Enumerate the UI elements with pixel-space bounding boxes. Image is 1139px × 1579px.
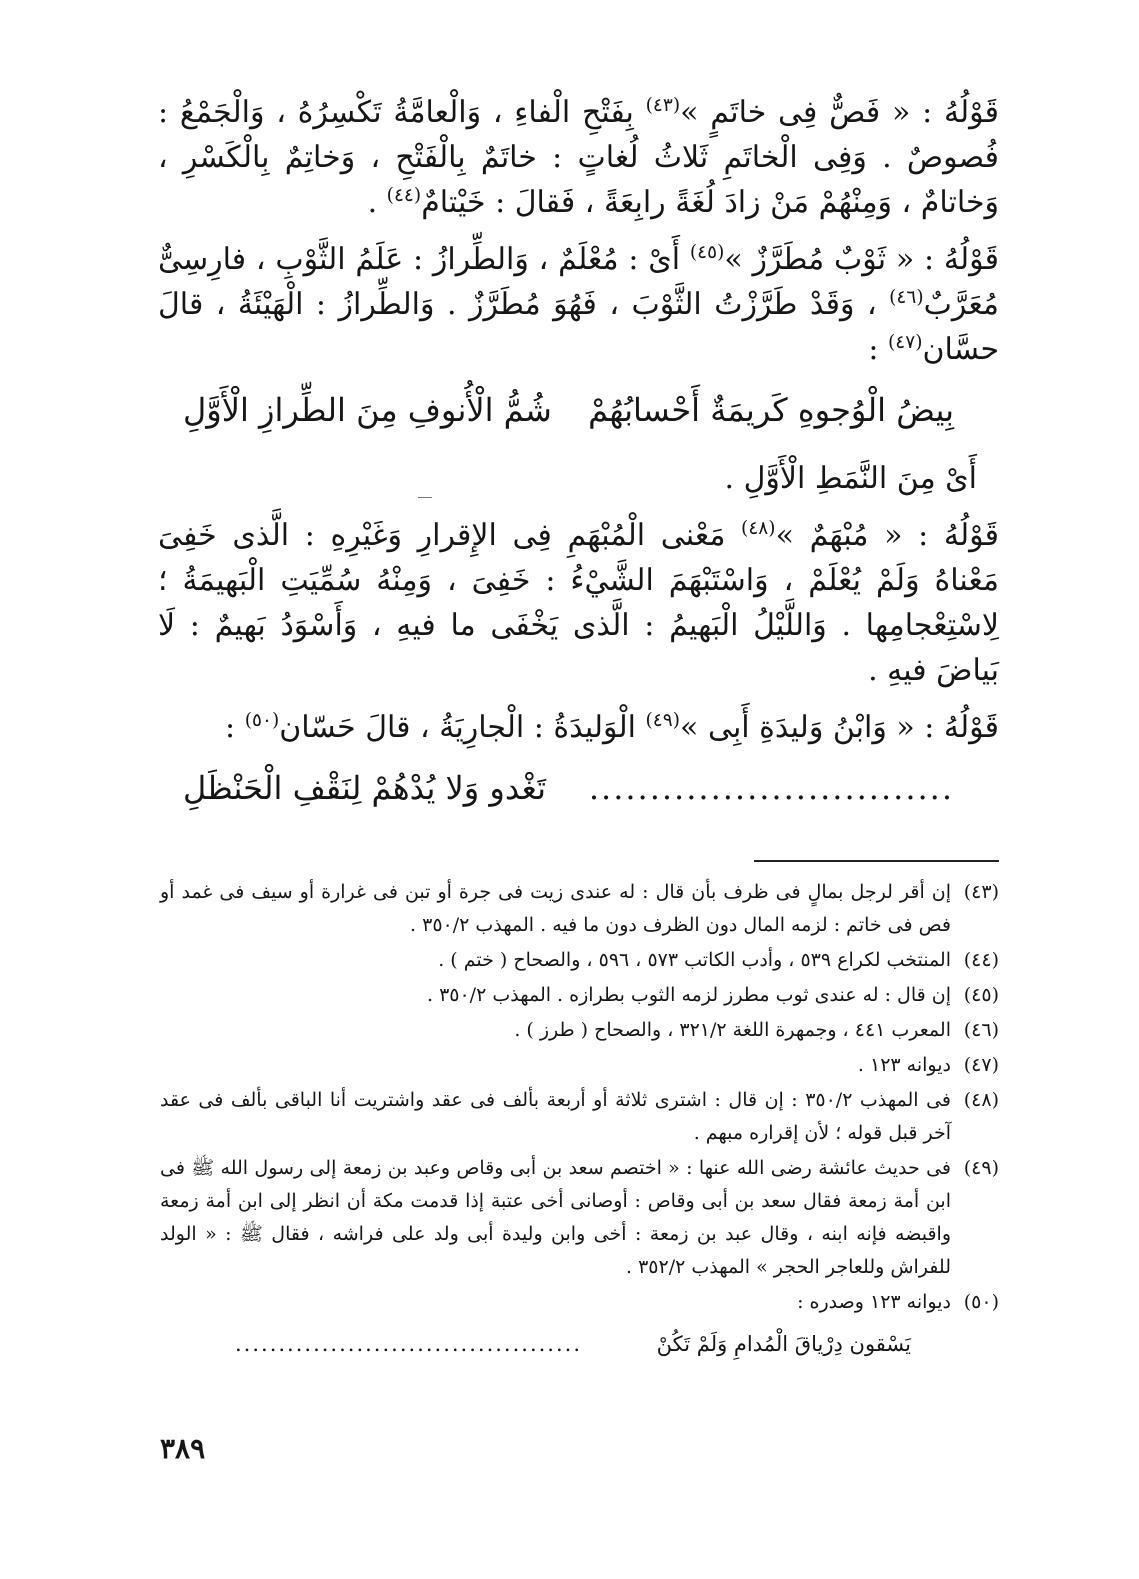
verse-second-hemistich: تَغْدو وَلا يُدْهُمْ لِنَقْفِ الْحَنْظَلِ — [183, 769, 547, 807]
paragraph-text: : — [225, 710, 245, 745]
footnote-text: إن أقر لرجل بمالٍ فى ظرف بأن قال : له عندى زيت فى جرة أو تبن فى غرارة أو سيف فى غمد أو فص فى خاتم : لزمه المال دون الظرف دون ما فيه . المهذب ٣٥٠/٢ . — [160, 881, 951, 936]
footnote — [160, 876, 999, 942]
footnote — [160, 979, 999, 1012]
footnote-text: فى حديث عائشة رضى الله عنها : « اختصم سعد بن أبى وقاص وعبد بن زمعة إلى رسول الله ﷺ فى ابن أمة زمعة فقال سعد بن أبى وقاص : أوصانى أخى عتبة إذا قدمت مكة أن انظر إلى ابن أمة زمعة واقبضه فإنه ابنه ، وقال عبد بن زمعة : أخى وابن وليدة أبى ولد على فراشه ، فقال ﷺ : « الولد للفراش وللعاجر الحجر » المهذب ٣٥٢/٢ . — [160, 1157, 951, 1278]
footnote-number: (٤٤) — [963, 949, 999, 971]
footnote-number: (٤٩) — [963, 1157, 999, 1179]
poem-verse — [183, 762, 954, 814]
paragraph-text: قَوْلُهُ : « ثَوْبٌ مُطَرَّزٌ » — [724, 242, 999, 277]
footnote — [160, 1049, 999, 1082]
paragraph-text: : — [868, 332, 888, 367]
page-number: ٣٨٩ — [160, 1432, 206, 1465]
paragraph-text: ، وَقَدْ طَرَّزْتُ الثَّوْبَ ، فَهُوَ مُطَرَّزٌ . وَالطِّرازُ : الْهَيْئَةُ ، قالَ حسَّان — [158, 287, 999, 367]
paragraph-fass — [158, 90, 999, 225]
stray-mark — [418, 497, 432, 498]
footnote — [160, 944, 999, 977]
footnote-text: المنتخب لكراع ٥٣٩ ، وأدب الكاتب ٥٧٣ ، ٥٩٦ ، والصحاح ( ختم ) . — [438, 949, 951, 971]
paragraph-text: مَعْنى الْمُبْهَمِ فِى الإِقرارِ وَغَيْرِهِ : الَّذى خَفِىَ مَعْناهُ وَلَمْ يُعْلَمْ ، وَاسْتَبْهَمَ الشَّيْءُ : خَفِىَ ، وَمِنْهُ سُمِّيَتِ الْبَهيمَةُ ؛ لِاسْتِعْجامِها . وَاللَّيْلُ الْبَهيمُ : الَّذى يَخْفَى ما فيهِ ، وَأَسْوَدُ بَهيمٌ : لَا بَياضَ فيهِ . — [158, 518, 999, 688]
footnote-ref: (٤٦) — [889, 287, 924, 308]
verse-explanation: أَىْ مِنَ النَّمَطِ الْأَوَّلِ . — [724, 461, 977, 496]
verse-omitted-hemistich: .............................. — [588, 769, 954, 807]
footnote-ref: (٤٧) — [888, 332, 923, 353]
footnote — [160, 1152, 999, 1284]
paragraph-text: قَوْلُهُ : « وَابْنُ وَليدَةِ أَبِى » — [680, 710, 999, 745]
footnote-verse — [235, 1327, 911, 1361]
paragraph-text: بِفَتْحِ الْفاءِ ، وَالْعامَّةُ تَكْسِرُهُ ، وَالْجَمْعُ : فُصوصٌ . وَفِى الْخاتَمِ ثَلاثُ لُغاتٍ : خاتَمٌ بِالْفَتْحِ ، وَخاتِمٌ بِالْكَسْرِ ، وَخاتامٌ ، وَمِنْهُمْ مَنْ زادَ لُغَةً رابِعَةً ، فَقالَ : خَيْتامٌ — [158, 95, 999, 220]
footnote-text: ديوانه ١٢٣ . — [857, 1054, 951, 1076]
footnote-ref: (٤٨) — [741, 518, 776, 539]
footnote-number: (٤٦) — [963, 1019, 999, 1041]
verse-second-hemistich: شُمُّ الْأُنوفِ مِنَ الطِّرازِ الْأَوَّلِ — [183, 391, 552, 429]
footnote-separator — [754, 860, 999, 862]
footnote — [160, 1014, 999, 1047]
footnote-number: (٤٥) — [963, 984, 999, 1006]
footnote-text: المعرب ٤٤١ ، وجمهرة اللغة ٣٢١/٢ ، والصحاح ( طرز ) . — [514, 1019, 951, 1041]
footnote-number: (٤٣) — [963, 881, 999, 903]
footnote-ref: (٤٩) — [645, 710, 681, 731]
footnote-text: فى المهذب ٣٥٠/٢ : إن قال : اشترى ثلاثة أو أربعة بألف فى عقد واشتريت أنا الباقى بألف فى عقد آخر قبل قوله ؛ لأن إقراره مبهم . — [160, 1089, 951, 1144]
footnote-ref: (٥٠) — [244, 710, 280, 731]
footnote — [160, 1286, 999, 1319]
poem-verse — [183, 384, 954, 436]
footnote-ref: (٤٣) — [645, 95, 681, 116]
footnotes — [160, 876, 999, 1361]
footnote-number: (٤٧) — [963, 1054, 999, 1076]
footnote-number: (٤٨) — [963, 1089, 999, 1111]
verse-first-hemistich: بِيضُ الْوُجوهِ كَريمَةٌ أَحْسابُهُمْ — [588, 391, 954, 429]
footnote-ref: (٤٤) — [386, 185, 422, 206]
paragraph-text: . — [367, 185, 387, 220]
paragraph-text: أَىْ : مُعْلَمٌ ، وَالطِّرازُ : عَلَمُ الثَّوْبِ ، فارِسِىٌّ مُعَرَّبٌ — [158, 242, 999, 322]
main-text — [158, 90, 999, 818]
footnote-text: إن قال : له عندى ثوب مطرز لزمه الثوب بطرازه . المهذب ٣٥٠/٢ . — [426, 984, 951, 1006]
paragraph-text: الْوَليدَةُ : الْجارِيَةُ ، قالَ حَسّان — [279, 710, 646, 745]
paragraph-text: قَوْلُهُ : « فَصٌّ فِى خاتَمٍ » — [680, 95, 1000, 130]
footnote — [160, 1084, 999, 1150]
paragraph-walida — [158, 705, 999, 750]
footnote-number: (٥٠) — [963, 1291, 999, 1313]
footnote-text: ديوانه ١٢٣ وصدره : — [797, 1291, 951, 1313]
paragraph-mutarraz — [158, 237, 999, 372]
paragraph-text: قَوْلُهُ : « مُبْهَمٌ » — [775, 518, 999, 553]
paragraph-mubham — [158, 513, 999, 693]
footnote-ref: (٤٥) — [689, 242, 725, 263]
verse-first-hemistich: يَسْقون دِرْياقَ الْمُدامِ وَلَمْ تَكُنْ — [656, 1332, 911, 1356]
verse-omitted-hemistich: ........................................ — [235, 1332, 583, 1356]
